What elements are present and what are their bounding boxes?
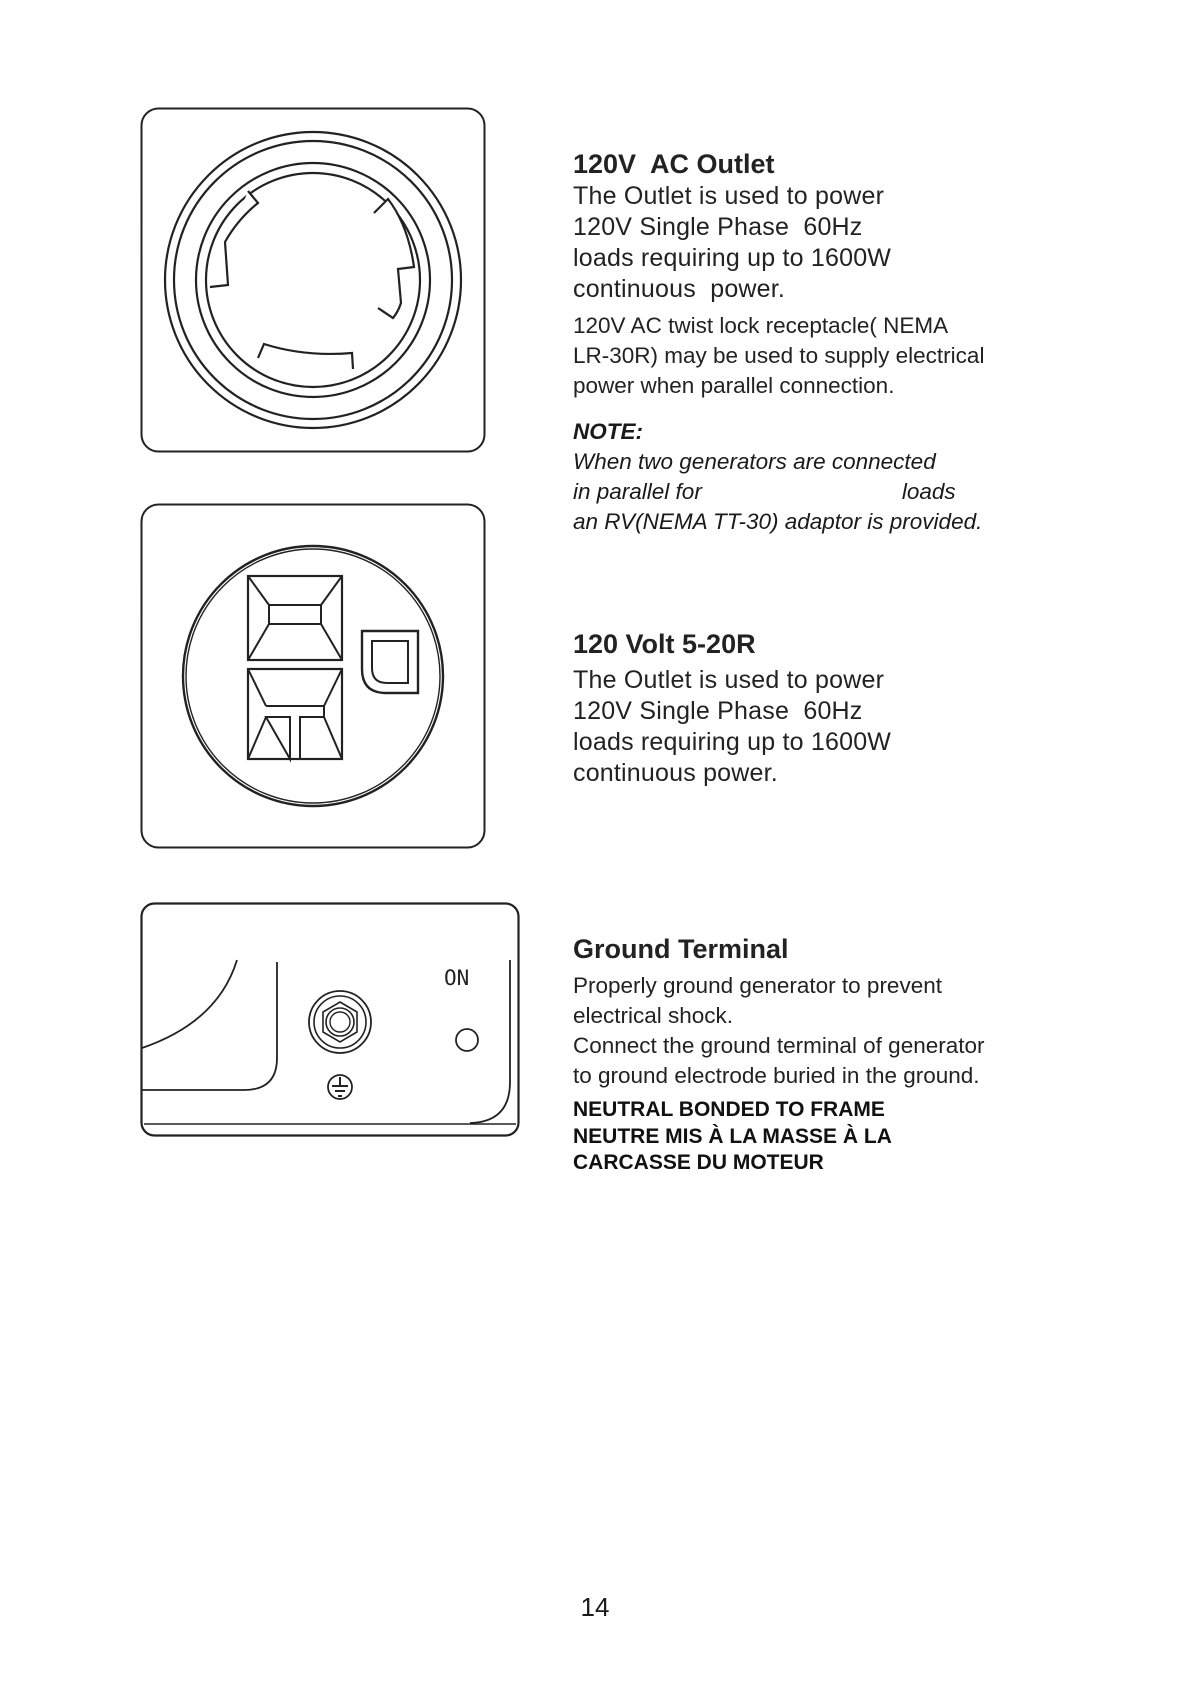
section-line: loads requiring up to 1600W xyxy=(573,244,892,272)
section-line: to ground electrode buried in the ground. xyxy=(573,1063,980,1088)
section-line: The Outlet is used to power xyxy=(573,666,885,694)
section-line: electrical shock. xyxy=(573,1003,734,1028)
caps-line: CARCASSE DU MOTEUR xyxy=(573,1151,824,1174)
section-title: Ground Terminal xyxy=(573,934,789,964)
detail-line: power when parallel connection. xyxy=(573,373,895,398)
section-line: Connect the ground terminal of generator xyxy=(573,1033,985,1058)
section-line: continuous power. xyxy=(573,275,786,303)
ground-terminal-illustration xyxy=(140,902,520,1138)
note-block xyxy=(573,417,1093,537)
caps-line: NEUTRE MIS À LA MASSE À LA xyxy=(573,1124,892,1148)
ground-symbol-icon xyxy=(328,1075,352,1099)
ground-terminal-section xyxy=(573,933,1093,1177)
page-number: 14 xyxy=(580,1592,610,1622)
section-line: 120V Single Phase 60Hz xyxy=(573,213,863,241)
detail-line: 120V AC twist lock receptacle( NEMA xyxy=(573,313,949,338)
note-line xyxy=(573,477,1093,507)
section-line: loads requiring up to 1600W xyxy=(573,728,892,756)
note-line: an RV(NEMA TT-30) adaptor is provided. xyxy=(573,509,983,534)
section-title: 120 Volt 5-20R xyxy=(573,629,756,659)
note-line-start: in parallel for xyxy=(573,479,702,504)
note-line: When two generators are connected xyxy=(573,449,936,474)
nema-5-20r-receptacle-illustration xyxy=(140,503,486,849)
section-line: continuous power. xyxy=(573,759,778,787)
caps-line: NEUTRAL BONDED TO FRAME xyxy=(573,1098,885,1121)
detail-line: LR-30R) may be used to supply electrical xyxy=(573,343,985,368)
twist-lock-receptacle-illustration xyxy=(140,107,486,453)
on-label: ON xyxy=(444,966,470,990)
section-title: 120V AC Outlet xyxy=(573,149,775,179)
section-line: 120V Single Phase 60Hz xyxy=(573,697,863,725)
section-line: The Outlet is used to power xyxy=(573,182,885,210)
note-title: NOTE: xyxy=(573,419,643,444)
note-line-end: loads xyxy=(901,479,956,504)
ac-outlet-section xyxy=(573,148,1093,537)
section-line: Properly ground generator to prevent xyxy=(573,973,942,998)
nema-5-20r-section xyxy=(573,628,1093,789)
